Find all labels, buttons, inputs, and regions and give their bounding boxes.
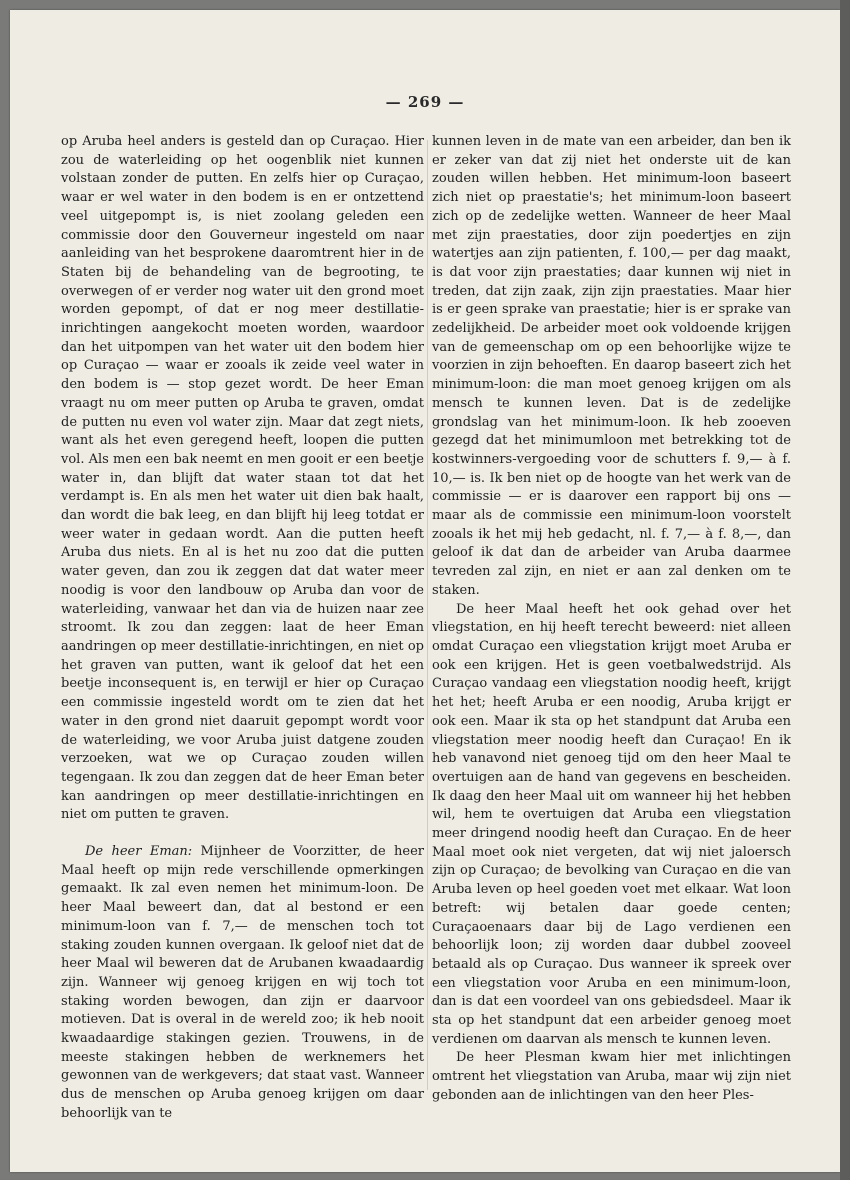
speaker-name: De heer Eman: bbox=[85, 844, 193, 860]
scan-background-edge bbox=[840, 0, 850, 1180]
left-paragraph-2-text: Mijnheer de Voorzitter, de heer Maal heeft op mijn rede verschillende opmerkingen gemaakt. Ik zal even nemen het minimum-loon. De heer Maal beweert dan, dat al bestond er een minimum-loon van f. 7,— de menschen toch tot staking zouden kunnen overgaan. Ik geloof niet dat de heer Maal wil beweren dat de Arubanen kwaadaardig zijn. Wanneer wij genoeg krijgen en wij toch tot staking worden bewogen, dan zijn er daarvoor motieven. Dat is overal in de wereld zoo; ik heb nooit kwaadaardige stakingen gezien. Trouwens, in de meeste stakingen hebben de werknemers het gewonnen van de werkgevers; dat staat vast. Wanneer dus de menschen op Aruba genoeg krijgen om daar behoorlijk van te bbox=[61, 844, 424, 1121]
right-column bbox=[432, 133, 791, 1106]
left-column bbox=[61, 133, 424, 1124]
right-paragraph-1: kunnen leven in de mate van een arbeider, dan ben ik er zeker van dat zij niet het onderste uit de kan zouden willen hebben. Het minimum-loon baseert zich niet op praestatie's; het minimum-loon baseert zich op de zedelijke wetten. Wanneer de heer Maal met zijn praestaties, door zijn poedertjes en zijn watertjes aan zijn patienten, f. 100,— per dag maakt, is dat voor zijn praestaties; daar kunnen wij niet in treden, dat zijn zaak, zijn zijn praestaties. Maar hier is er geen sprake van praestatie; hier is er sprake van zedelijkheid. De arbeider moet ook voldoende krijgen van de gemeenschap om op een behoorlijke wijze te voorzien in zijn behoeften. En daarop baseert zich het minimum-loon: die man moet genoeg krijgen om als mensch te kunnen leven. Dat is de zedelijke grondslag van het minimum-loon. Ik heb zooeven gezegd dat het minimumloon met betrekking tot de kostwinners-vergoeding voor de schutters f. 9,— à f. 10,— is. Ik ben niet op de hoogte van het werk van de commissie — er is daarover een rapport bij ons — maar als de commissie een minimum-loon voorstelt zooals ik het mij heb gedacht, nl. f. 7,— à f. 8,—, dan geloof ik dat dan de arbeider van Aruba daarmee tevreden zal zijn, en niet er aan zal denken om te staken. bbox=[432, 134, 791, 598]
right-paragraph-3: De heer Plesman kwam hier met inlichtingen omtrent het vliegstation van Aruba, maar wij zijn niet gebonden aan de inlichtingen van den heer Ples- bbox=[432, 1050, 791, 1103]
left-paragraph-2 bbox=[61, 843, 424, 1124]
page-number: — 269 — bbox=[385, 93, 465, 111]
left-paragraph-1: op Aruba heel anders is gesteld dan op Curaçao. Hier zou de waterleiding op het oogenblik niet kunnen volstaan zonder de putten. En zelfs hier op Curaçao, waar er wel water in den bodem is en er ontzettend veel uitgepompt is, is niet zoolang geleden een commissie door den Gouverneur ingesteld om naar aanleiding van het besprokene daaromtrent hier in de Staten bij de behandeling van de begrooting, te overwegen of er verder nog water uit den grond moet worden gepompt, of dat er nog meer destillatie-inrichtingen aangekocht moeten worden, waardoor dan het uitpompen van het water uit den bodem hier op Curaçao — waar er zooals ik zeide veel water in den bodem is — stop gezet wordt. De heer Eman vraagt nu om meer putten op Aruba te graven, omdat de putten nu even vol water zijn. Maar dat zegt niets, want als het even geregend heeft, loopen die putten vol. Als men een bak neemt en men gooit er een beetje water in, dan blijft dat water staan tot dat het verdampt is. En als men het water uit dien bak haalt, dan wordt die bak leeg, en dan blijft hij leeg totdat er weer water in gedaan wordt. Aan die putten heeft Aruba dus niets. En al is het nu zoo dat die putten water geven, dan zou ik zeggen dat dat water meer noodig is voor den landbouw op Aruba dan voor de waterleiding, vanwaar het dan via de huizen naar zee stroomt. Ik zou dan zeggen: laat de heer Eman aandringen op meer destillatie-inrichtingen, en niet op het graven van putten, want ik geloof dat het een beetje inconsequent is, en terwijl er hier op Curaçao een commissie ingesteld wordt om te zien dat het water in den grond niet daaruit gepompt wordt voor de waterleiding, we voor Aruba juist datgene zouden verzoeken, wat we op Curaçao zouden willen tegengaan. Ik zou dan zeggen dat de heer Eman beter kan aandringen op meer destillatie-inrichtingen en niet om putten te graven. bbox=[61, 134, 424, 823]
right-paragraph-2: De heer Maal heeft het ook gehad over het vliegstation, en hij heeft terecht beweerd: niet alleen omdat Curaçao een vliegstation krijgt moet Aruba er ook een krijgen. Het is geen voetbalwedstrijd. Als Curaçao vandaag een vliegstation noodig heeft, krijgt het het; heeft Aruba er een noodig, Aruba krijgt er ook een. Maar ik sta op het standpunt dat Aruba een vliegstation meer noodig heeft dan Curaçao! En ik heb vanavond niet genoeg tijd om den heer Maal te overtuigen aan de hand van gegevens en bescheiden. Ik daag den heer Maal uit om wanneer hij het hebben wil, hem te overtuigen dat Aruba een vliegstation meer dringend noodig heeft dan Curaçao. En de heer Maal moet ook niet vergeten, dat wij niet jaloersch zijn op Curaçao; de bevolking van Curaçao en die van Aruba leven op heel goeden voet met elkaar. Wat loon betreft: wij betalen daar goede centen; Curaçaoenaars daar bij de Lago verdienen een behoorlijk loon; zij worden daar dubbel zooveel betaald als op Curaçao. Dus wanneer ik spreek over een vliegstation voor Aruba en een minimum-loon, dan is dat een voordeel van ons gebiedsdeel. Maar ik sta op het standpunt dat een arbeider genoeg moet verdienen om daarvan als mensch te kunnen leven. bbox=[432, 601, 791, 1047]
column-divider bbox=[427, 140, 428, 1090]
